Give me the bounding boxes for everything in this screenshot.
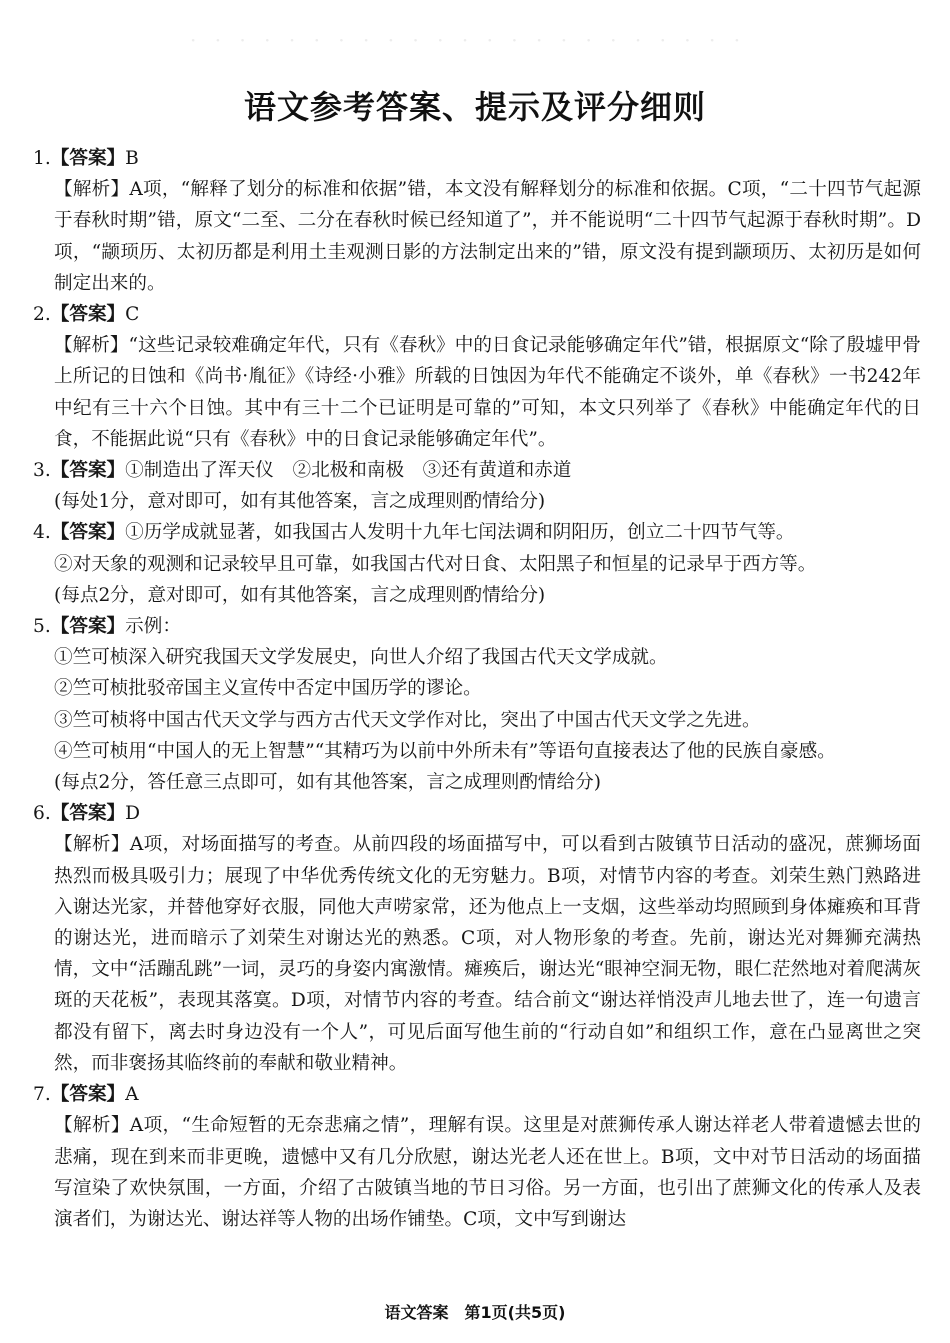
answer-tag: 【答案】 [50,803,126,825]
answer-value: A [125,1084,139,1106]
header-smudge: · · · · · · · · · · · · · · · · · · · · · · · [190,28,747,50]
analysis-text: 【解析】A项，“生命短暂的无奈悲痛之情”，理解有误。这里是对蔗狮传承人谢达祥老人带着遗憾去世的悲痛，现在到来而非更晚，遗憾中又有几分欣慰，谢达光老人还在世上。B项，文中对节日活动的场面描写渲染了欢快氛围，一方面，介绍了古陂镇当地的节日习俗。另一方面，也引出了蔗狮文化的传承人及表演者们，为谢达光、谢达祥等人物的出场作铺垫。C项，文中写到谢达 [54,1115,921,1230]
answer-value: 示例： [125,616,181,638]
answer-line [33,798,921,829]
answer-point: ①竺可桢深入研究我国天文学发展史，向世人介绍了我国古代天文学成就。 [54,647,668,669]
answer-content [33,143,921,1235]
question-number: 7. [33,1084,51,1106]
question-1 [33,143,921,299]
scoring-note: (每点2分，意对即可，如有其他答案，言之成理则酌情给分) [54,584,546,606]
answer-tag: 【答案】 [50,616,126,638]
answer-tag: 【答案】 [50,1084,126,1106]
answer-point: ②竺可桢批驳帝国主义宣传中否定中国历学的谬论。 [54,678,482,700]
scoring-note: (每处1分，意对即可，如有其他答案，言之成理则酌情给分) [54,491,546,513]
answer-line [33,455,921,486]
answer-value: ①历学成就显著，如我国古人发明十九年七闰法调和阴阳历，创立二十四节气等。 [125,522,795,544]
analysis-text: 【解析】“这些记录较难确定年代，只有《春秋》中的日食记录能够确定年代”错，根据原文“除了殷墟甲骨上所记的日蚀和《尚书·胤征》《诗经·小雅》所载的日蚀因为年代不能确定不谈外，单《春秋》一书242年中纪有三十六个日蚀。其中有三十二个已证明是可靠的”可知，本文只列举了《春秋》中能确定年代的日食，不能据此说“只有《春秋》中的日食记录能够确定年代”。 [54,335,921,450]
question-number: 4. [33,522,51,544]
answer-point: ②对天象的观测和记录较早且可靠，如我国古代对日食、太阳黑子和恒星的记录早于西方等。 [54,553,817,575]
question-4 [33,517,921,611]
answer-value: C [125,304,140,326]
question-7 [33,1079,921,1235]
question-6 [33,798,921,1079]
answer-value: D [125,803,141,825]
question-number: 5. [33,616,51,638]
analysis-text: 【解析】A项，“解释了划分的标准和依据”错，本文没有解释划分的标准和依据。C项，“二十四节气起源于春秋时期”错，原文“二至、二分在春秋时候已经知道了”，并不能说明“二十四节气起源于春秋时期”。D项，“颛顼历、太初历都是利用土圭观测日影的方法制定出来的”错，原文没有提到颛顼历、太初历是如何制定出来的。 [54,179,921,294]
answer-point: ④竺可桢用“中国人的无上智慧”“其精巧为以前中外所未有”等语句直接表达了他的民族自豪感。 [54,740,836,762]
answer-value: ①制造出了浑天仪 ②北极和南极 ③还有黄道和赤道 [125,460,572,482]
question-number: 3. [33,460,51,482]
page-footer: 语文答案 第1页(共5页) [384,1303,566,1322]
answer-line [33,1079,921,1110]
question-number: 6. [33,803,51,825]
answer-tag: 【答案】 [50,522,126,544]
question-number: 1. [33,148,51,169]
question-3 [33,455,921,517]
question-5 [33,611,921,798]
answer-tag: 【答案】 [50,148,126,169]
analysis-text: 【解析】A项，对场面描写的考查。从前四段的场面描写中，可以看到古陂镇节日活动的盛况，蔗狮场面热烈而极具吸引力；展现了中华优秀传统文化的无穷魅力。B项，对情节内容的考查。刘荣生熟门熟路进入谢达光家，并替他穿好衣服，同他大声唠家常，还为他点上一支烟，这些举动均照顾到身体瘫痪和耳背的谢达光，进而暗示了刘荣生对谢达光的熟悉。C项，对人物形象的考查。先前，谢达光对舞狮充满热情，文中“活蹦乱跳”一词，灵巧的身姿内寓激情。瘫痪后，谢达光“眼神空洞无物，眼仁茫然地对着爬满灰斑的天花板”，表现其落寞。D项，对情节内容的考查。结合前文“谢达祥悄没声儿地去世了，连一句遗言都没有留下，离去时身边没有一个人”，可见后面写他生前的“行动自如”和组织工作，意在凸显离世之突然，而非褒扬其临终前的奉献和敬业精神。 [54,834,921,1074]
answer-value: B [125,148,139,169]
scoring-note: (每点2分，答任意三点即可，如有其他答案，言之成理则酌情给分) [54,772,601,794]
answer-line [33,517,921,548]
question-number: 2. [33,304,51,326]
question-2 [33,299,921,455]
answer-tag: 【答案】 [50,304,126,326]
answer-tag: 【答案】 [50,460,126,482]
answer-line [33,299,921,330]
page-title: 语文参考答案、提示及评分细则 [243,88,706,126]
answer-line [33,611,921,642]
answer-point: ③竺可桢将中国古代天文学与西方古代天文学作对比，突出了中国古代天文学之先进。 [54,709,761,731]
answer-line [33,143,921,174]
